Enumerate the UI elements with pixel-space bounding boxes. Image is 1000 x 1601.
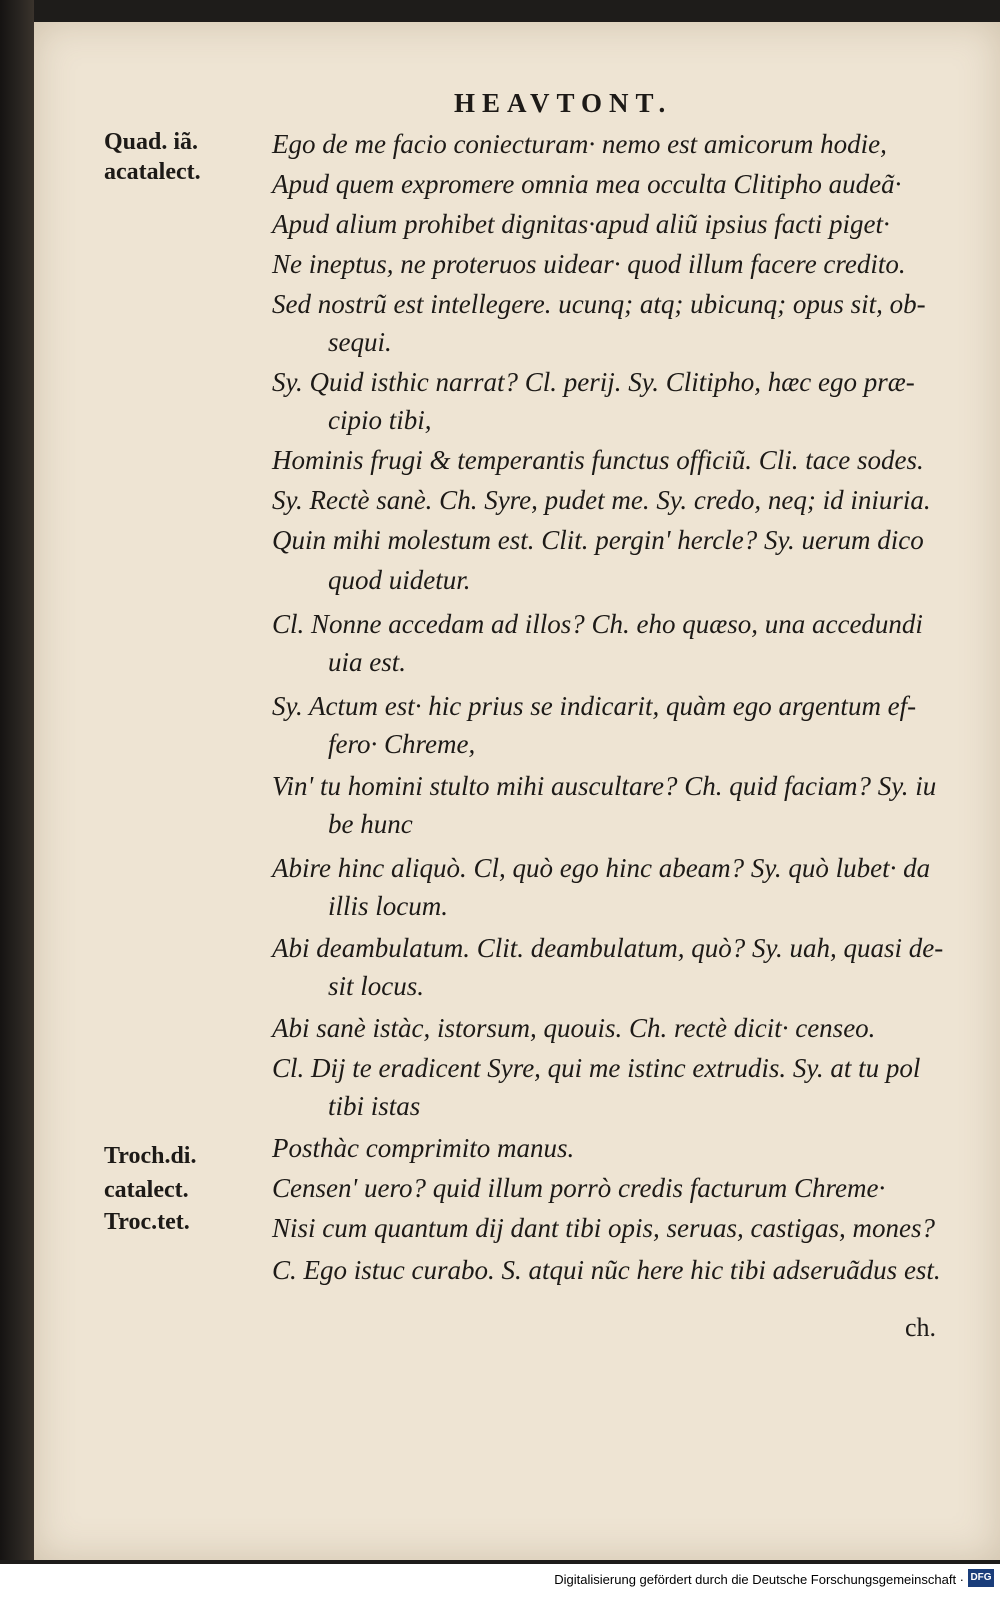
verse-line-continuation: sit locus. — [328, 971, 425, 1001]
verse-line: Quin mihi molestum est. Clit. pergin' hercle? Sy. uerum dico — [272, 525, 924, 555]
verse-line: Sy. Actum est· hic prius se indicarit, quàm ego argentum ef- — [272, 691, 917, 721]
catchword: ch. — [905, 1313, 937, 1342]
verse-line: Cl. Dij te eradicent Syre, qui me istinc extrudis. Sy. at tu pol — [272, 1053, 921, 1083]
margin-note: Troch.di. — [104, 1143, 197, 1169]
margin-note: Troc.tet. — [104, 1209, 190, 1235]
verse-line-continuation: illis locum. — [328, 891, 448, 921]
verse-line: Sed nostrũ est intellegere. ucunq; atq; ubicunq; opus sit, ob- — [272, 289, 926, 319]
verse-line-continuation: be hunc — [328, 809, 413, 839]
verse-line-continuation: fero· Chreme, — [328, 729, 476, 759]
book-spine-edge — [0, 0, 34, 1560]
running-header: HEAVTONT. — [454, 88, 673, 118]
margin-note: Quad. iã. — [104, 129, 199, 155]
verse-line: Abi deambulatum. Clit. deambulatum, quò? Sy. uah, quasi de- — [272, 933, 944, 963]
verse-line-continuation: sequi. — [328, 327, 392, 357]
verse-line-continuation: quod uidetur. — [328, 565, 471, 595]
verse-line: Nisi cum quantum dij dant tibi opis, seruas, castigas, mones? — [272, 1213, 936, 1243]
verse-line: Ego de me facio coniecturam· nemo est amicorum hodie, — [272, 129, 887, 159]
verse-line: Sy. Rectè sanè. Ch. Syre, pudet me. Sy. credo, neq; id iniuria. — [272, 485, 931, 515]
verse-line: Ne ineptus, ne proteruos uidear· quod illum facere credito. — [272, 249, 906, 279]
margin-note: acatalect. — [104, 159, 201, 185]
funding-credit: Digitalisierung gefördert durch die Deutsche Forschungsgemeinschaft · — [554, 1572, 964, 1587]
verse-line: Apud alium prohibet dignitas·apud aliũ ipsius facti piget· — [272, 209, 890, 239]
verse-line: Cl. Nonne accedam ad illos? Ch. eho quæso, una accedundi — [272, 609, 923, 639]
verse-line: C. Ego istuc curabo. S. atqui nũc here hic tibi adseruãdus est. — [272, 1255, 941, 1285]
verse-line: Abi sanè istàc, istorsum, quouis. Ch. rectè dicit· censeo. — [272, 1013, 876, 1043]
verse-line: Sy. Quid isthic narrat? Cl. perij. Sy. Clitipho, hæc ego præ- — [272, 367, 915, 397]
verse-line: Posthàc comprimito manus. — [272, 1133, 575, 1163]
verse-line-continuation: cipio tibi, — [328, 405, 432, 435]
verse-line-continuation: uia est. — [328, 647, 406, 677]
verse-line: Abire hinc aliquò. Cl, quò ego hinc abeam? Sy. quò lubet· da — [272, 853, 931, 883]
verse-line: Vin' tu homini stulto mihi auscultare? Ch. quid faciam? Sy. iu — [272, 771, 937, 801]
margin-note: catalect. — [104, 1177, 189, 1203]
digitization-footer — [0, 1564, 1000, 1601]
verse-line-continuation: tibi istas — [328, 1091, 421, 1121]
verse-line: Apud quem expromere omnia mea occulta Clitipho audeã· — [272, 169, 902, 199]
verse-line: Hominis frugi & temperantis functus officiũ. Cli. tace sodes. — [272, 445, 924, 475]
dfg-logo-icon: DFG — [968, 1569, 994, 1587]
verse-line: Censen' uero? quid illum porrò credis facturum Chreme· — [272, 1173, 886, 1203]
